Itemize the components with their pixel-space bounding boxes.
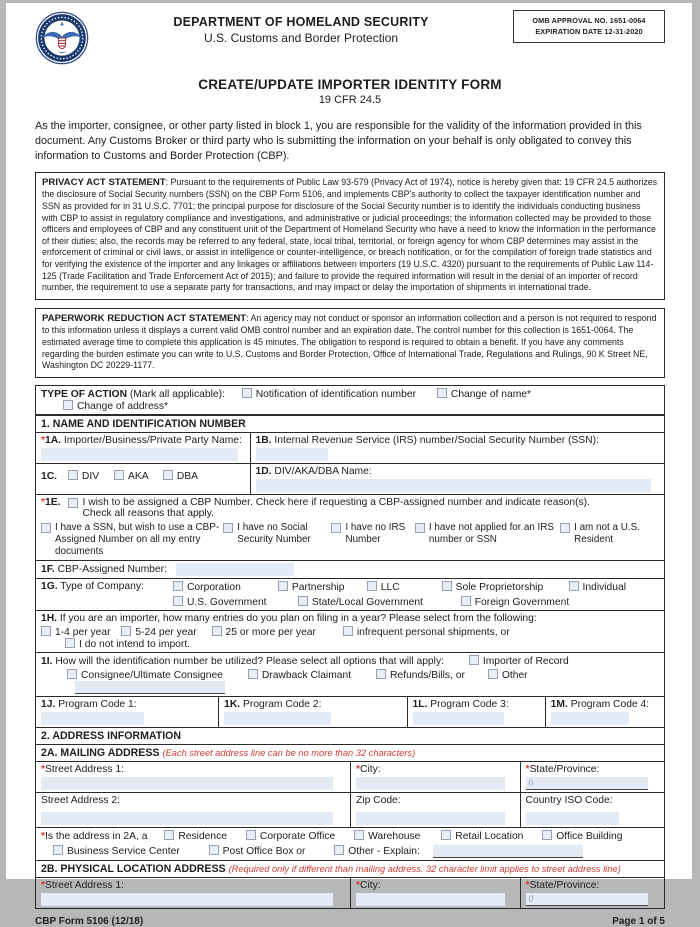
- div-checkbox[interactable]: [68, 470, 78, 480]
- physical-address-row1: [36, 877, 664, 908]
- field-1m-label: Program Code 4:: [570, 698, 650, 710]
- llc-checkbox[interactable]: [367, 581, 377, 591]
- program-code-2-input[interactable]: [224, 712, 330, 725]
- aka-checkbox[interactable]: [114, 470, 124, 480]
- required-asterisk: *: [41, 434, 46, 446]
- required-asterisk: *: [41, 879, 46, 891]
- refunds-bills-checkbox[interactable]: [376, 669, 386, 679]
- reason-not-applied-label: I have not applied for an IRS number or SSN: [428, 521, 555, 545]
- section-2b-heading: 2B. PHYSICAL LOCATION ADDRESS: [41, 862, 226, 875]
- page-number-label: Page 1 of 5: [612, 915, 665, 927]
- reason-no-ssn-label: I have no Social Security Number: [237, 521, 311, 545]
- individual-label: Individual: [582, 581, 627, 593]
- field-1h-num: 1H.: [41, 612, 58, 624]
- no-import-intent-label: I do not intend to import.: [79, 638, 191, 650]
- privacy-act-statement: [35, 172, 665, 300]
- mailing-street1-label: Street Address 1:: [45, 763, 125, 775]
- irs-ssn-input[interactable]: [256, 448, 328, 461]
- notification-label: Notification of identification number: [255, 388, 417, 400]
- address-type-label: Is the address in 2A, a: [45, 830, 148, 842]
- row-1c-1d: [36, 463, 664, 494]
- mailing-address-row1: [36, 761, 664, 792]
- omb-approval-no: OMB APPROVAL NO. 1651-0064: [532, 16, 646, 25]
- mailing-street2-input[interactable]: [41, 812, 333, 825]
- importer-of-record-label: Importer of Record: [482, 655, 569, 667]
- omb-expiration-date: EXPIRATION DATE 12-31-2020: [535, 27, 643, 37]
- mailing-city-label: City:: [360, 763, 381, 775]
- div-label: DIV: [81, 470, 100, 482]
- consignee-checkbox[interactable]: [67, 669, 77, 679]
- type-of-action-heading: TYPE OF ACTION: [41, 388, 127, 400]
- physical-street1-label: Street Address 1:: [45, 879, 125, 891]
- field-1f-label: CBP-Assigned Number:: [57, 563, 167, 575]
- state-local-government-checkbox[interactable]: [298, 596, 308, 606]
- cbp-assigned-number-input[interactable]: [176, 563, 294, 576]
- warehouse-label: Warehouse: [368, 830, 421, 842]
- row-1i: [36, 652, 664, 696]
- residence-label: Residence: [178, 830, 228, 842]
- field-1m-num: 1M.: [550, 698, 568, 710]
- section2-heading: 2. ADDRESS INFORMATION: [36, 727, 664, 744]
- section-2b-heading-row: [36, 860, 664, 877]
- row-1g: [36, 578, 664, 610]
- section-2a-note: (Each street address line can be no more than 32 characters): [162, 747, 416, 758]
- corporation-label: Corporation: [187, 581, 241, 593]
- field-1e-line2: Check all reasons that apply.: [82, 507, 214, 519]
- field-1l-label: Program Code 3:: [430, 698, 509, 710]
- mailing-state-label: State/Province:: [529, 763, 600, 775]
- entries-1-4-label: 1-4 per year: [55, 626, 111, 638]
- reason-no-irs-checkbox[interactable]: [331, 523, 341, 533]
- header: [35, 9, 665, 65]
- form-cfr-subtitle: 19 CFR 24.5: [318, 94, 382, 106]
- business-service-center-label: Business Service Center: [67, 845, 180, 857]
- required-asterisk: *: [525, 763, 530, 775]
- aka-label: AKA: [127, 470, 148, 482]
- reason-ssn-checkbox[interactable]: [41, 523, 51, 533]
- office-building-checkbox[interactable]: [542, 830, 552, 840]
- field-1f-num: 1F.: [41, 563, 55, 575]
- individual-checkbox[interactable]: [569, 581, 579, 591]
- field-1e-line1: I wish to be assigned a CBP Number. Check here if requesting a CBP-assigned number and indicate reason(s).: [82, 496, 590, 508]
- program-code-4-input[interactable]: [551, 712, 629, 725]
- post-office-box-checkbox[interactable]: [209, 845, 219, 855]
- reason-not-us-resident-label: I am not a U.S. Resident: [574, 521, 640, 545]
- corporate-office-label: Corporate Office: [259, 830, 336, 842]
- change-of-name-checkbox[interactable]: [437, 388, 447, 398]
- required-asterisk: *: [525, 879, 530, 891]
- drawback-claimant-checkbox[interactable]: [248, 669, 258, 679]
- us-government-label: U.S. Government: [187, 596, 267, 608]
- page-footer: [35, 916, 665, 927]
- infrequent-shipments-label: infrequent personal shipments, or: [356, 626, 510, 638]
- program-code-1-input[interactable]: [41, 712, 144, 725]
- row-program-codes: [36, 696, 664, 727]
- other-utilization-label: Other: [501, 669, 528, 681]
- field-1g-num: 1G.: [41, 580, 58, 592]
- paperwork-act-heading: PAPERWORK REDUCTION ACT STATEMENT: [42, 312, 247, 324]
- required-asterisk: *: [356, 763, 361, 775]
- privacy-act-body: : Pursuant to the requirements of Public Law 93-579 (Privacy Act of 1974), notice is hereby given that: 19 CFR 24.5 authorizes the disclosure of Social Security numbers (SSN) on the CBP Form 5106, and implements CBP's authority to collect the taxpayer identification number and SSN as provided for in 31 U.S.C. 7701; the principal purpose for disclosure of the Social Security number is to identify the individuals conducting business with CBP to assist in regulatory compliance and investigations, and administrative or judicial proceedings; the information collected may be provided to those officers and employees of CBP and any constituent unit of the Department of Homeland Security who have a need to know the information in the performance of their duties; also, the records may be referred to any federal, state, local tribal, territorial, or foreign agency for whom CBP determines may assist in the enforcement of criminal or civil laws, or assist in intelligence or counter-intelligence, or breach notification, or for the compilation of foreign trade statistics and for verifying the existence of the importer and any linkages or affiliations between importers (19 U.S.C. 4320) pursuant to the requirements of Public Law 114-125 (Trade Facilitation and Trade Enforcement Act of 2015); and failure to provide the required information will result in the denial of an importer of record number, the requirement to use a separate party for transactions, and may impact or delay the importation of shipments in international trade.: [42, 176, 658, 293]
- entries-1-4-checkbox[interactable]: [41, 626, 51, 636]
- change-of-address-checkbox[interactable]: [63, 400, 73, 410]
- intro-paragraph: As the importer, consignee, or other party listed in block 1, you are responsible for the validity of the information provided in this document. Any Customs Broker or third party who is submitting the information on your behalf is only obligated to convey this information to Customs and Border Protection (CBP).: [35, 120, 642, 162]
- required-asterisk: *: [41, 496, 46, 508]
- form-number-label: CBP Form 5106 (12/18): [35, 915, 144, 927]
- mailing-zip-input[interactable]: [356, 812, 505, 825]
- sole-proprietorship-checkbox[interactable]: [442, 581, 452, 591]
- retail-location-checkbox[interactable]: [441, 830, 451, 840]
- dhs-seal-icon: [35, 11, 89, 65]
- notification-checkbox[interactable]: [242, 388, 252, 398]
- other-explain-checkbox[interactable]: [334, 845, 344, 855]
- field-1i-label: How will the identification number be utilized? Please select all options that will apply:: [55, 655, 444, 667]
- reason-not-us-resident-checkbox[interactable]: [560, 523, 570, 533]
- business-service-center-checkbox[interactable]: [53, 845, 63, 855]
- reason-ssn-label: I have a SSN, but wish to use a CBP-Assigned Number on all my entry documents: [55, 521, 220, 557]
- cbp-number-request-checkbox[interactable]: [68, 498, 78, 508]
- required-asterisk: *: [41, 763, 46, 775]
- post-office-box-label: Post Office Box or: [222, 845, 306, 857]
- form-table: [35, 385, 665, 909]
- form-title-block: [35, 77, 665, 106]
- entries-5-24-label: 5-24 per year: [135, 626, 197, 638]
- field-1a-num: 1A.: [45, 434, 62, 446]
- field-1e-num: 1E.: [45, 496, 61, 508]
- paperwork-act-statement: [35, 308, 665, 378]
- field-1d-num: 1D.: [255, 465, 272, 477]
- privacy-act-heading: PRIVACY ACT STATEMENT: [42, 176, 166, 188]
- mailing-country-label: Country ISO Code:: [525, 794, 613, 806]
- row-1h: [36, 610, 664, 652]
- field-1a-label: Importer/Business/Private Party Name:: [63, 434, 242, 446]
- other-utilization-checkbox[interactable]: [488, 669, 498, 679]
- warehouse-checkbox[interactable]: [354, 830, 364, 840]
- retail-location-label: Retail Location: [455, 830, 524, 842]
- reason-no-irs-label: I have no IRS Number: [345, 521, 406, 545]
- address-type-row: [36, 827, 664, 860]
- field-1l-num: 1L.: [412, 698, 428, 710]
- mailing-country-input[interactable]: [526, 812, 619, 825]
- no-import-intent-checkbox[interactable]: [65, 638, 75, 648]
- field-1b-label: Internal Revenue Service (IRS) number/Social Security Number (SSN):: [274, 434, 599, 446]
- section1-heading: 1. NAME AND IDENTIFICATION NUMBER: [36, 414, 664, 432]
- other-explain-input[interactable]: [433, 845, 583, 858]
- field-1g-label: Type of Company:: [60, 580, 144, 592]
- mailing-state-input[interactable]: 0: [526, 777, 649, 790]
- drawback-claimant-label: Drawback Claimant: [261, 669, 352, 681]
- field-1c-num: 1C.: [41, 470, 58, 482]
- reason-no-ssn-checkbox[interactable]: [223, 523, 233, 533]
- partnership-label: Partnership: [291, 581, 345, 593]
- section-2a-heading: 2A. MAILING ADDRESS: [41, 746, 160, 759]
- field-1i-num: 1I.: [41, 655, 53, 667]
- physical-state-input[interactable]: 0: [526, 893, 649, 906]
- field-1k-num: 1K.: [224, 698, 241, 710]
- foreign-government-checkbox[interactable]: [461, 596, 471, 606]
- omb-approval-box: [513, 10, 665, 43]
- row-1e: [36, 494, 664, 560]
- physical-city-label: City:: [360, 879, 381, 891]
- corporate-office-checkbox[interactable]: [246, 830, 256, 840]
- field-1j-label: Program Code 1:: [58, 698, 137, 710]
- form-title: CREATE/UPDATE IMPORTER IDENTITY FORM: [198, 77, 502, 92]
- physical-street1-input[interactable]: [41, 893, 333, 906]
- us-government-checkbox[interactable]: [173, 596, 183, 606]
- required-asterisk: *: [41, 830, 46, 842]
- change-of-name-label: Change of name*: [450, 388, 532, 400]
- refunds-bills-label: Refunds/Bills, or: [389, 669, 465, 681]
- mailing-street1-input[interactable]: [41, 777, 333, 790]
- mailing-street2-label: Street Address 2:: [41, 794, 120, 806]
- div-aka-dba-name-input[interactable]: [256, 479, 651, 492]
- consignee-label: Consignee/Ultimate Consignee: [81, 669, 223, 681]
- row-1a-1b: [36, 432, 664, 463]
- mailing-address-row2: [36, 792, 664, 827]
- office-building-label: Office Building: [556, 830, 623, 842]
- mailing-city-input[interactable]: [356, 777, 505, 790]
- field-1b-num: 1B.: [255, 434, 272, 446]
- residence-checkbox[interactable]: [164, 830, 174, 840]
- physical-state-label: State/Province:: [529, 879, 600, 891]
- field-1j-num: 1J.: [41, 698, 56, 710]
- infrequent-shipments-checkbox[interactable]: [343, 626, 353, 636]
- type-of-action-row: [36, 386, 664, 414]
- row-1f: [36, 560, 664, 578]
- field-1d-label: DIV/AKA/DBA Name:: [274, 465, 372, 477]
- type-of-action-instruction: (Mark all applicable):: [129, 388, 225, 400]
- foreign-government-label: Foreign Government: [474, 596, 570, 608]
- state-local-government-label: State/Local Government: [311, 596, 423, 608]
- section-2a-heading-row: [36, 744, 664, 761]
- entries-5-24-checkbox[interactable]: [121, 626, 131, 636]
- bureau-title: U.S. Customs and Border Protection: [203, 31, 399, 45]
- field-1h-label: If you are an importer, how many entries do you plan on filing in a year? Please select from the following:: [59, 612, 537, 624]
- partnership-checkbox[interactable]: [278, 581, 288, 591]
- field-1k-label: Program Code 2:: [243, 698, 322, 710]
- agency-title: DEPARTMENT OF HOMELAND SECURITY: [173, 15, 429, 29]
- entries-25-plus-checkbox[interactable]: [212, 626, 222, 636]
- other-utilization-input[interactable]: [75, 681, 225, 694]
- form-page: [6, 3, 692, 927]
- section-2b-note: (Required only if different than mailing address. 32 character limit applies to street address line): [228, 863, 621, 874]
- other-explain-label: Other - Explain:: [348, 845, 420, 857]
- sole-proprietorship-label: Sole Proprietorship: [455, 581, 544, 593]
- corporation-checkbox[interactable]: [173, 581, 183, 591]
- importer-of-record-checkbox[interactable]: [469, 655, 479, 665]
- reason-not-applied-checkbox[interactable]: [415, 523, 425, 533]
- importer-name-input[interactable]: [41, 448, 238, 461]
- llc-label: LLC: [380, 581, 400, 593]
- paperwork-act-body: : An agency may not conduct or sponsor an information collection and a person is not required to respond to this information unless it displays a current valid OMB control number and an expiration date. The control number for this collection is 1651-0064. The estimated average time to complete this application is 45 minutes. The obligation to respond is required to obtain a benefit. If you have any comments regarding the burden estimate you can write to U.S. Customs and Border Protection, Office of International Trade, Regulations and Rulings, 90 K Street NE, Washington DC 20229-1177.: [42, 312, 657, 371]
- required-asterisk: *: [356, 879, 361, 891]
- dba-checkbox[interactable]: [163, 470, 173, 480]
- entries-25-plus-label: 25 or more per year: [225, 626, 316, 638]
- mailing-zip-label: Zip Code:: [356, 794, 401, 806]
- physical-city-input[interactable]: [356, 893, 505, 906]
- change-of-address-label: Change of address*: [77, 400, 169, 412]
- dba-label: DBA: [176, 470, 199, 482]
- program-code-3-input[interactable]: [413, 712, 505, 725]
